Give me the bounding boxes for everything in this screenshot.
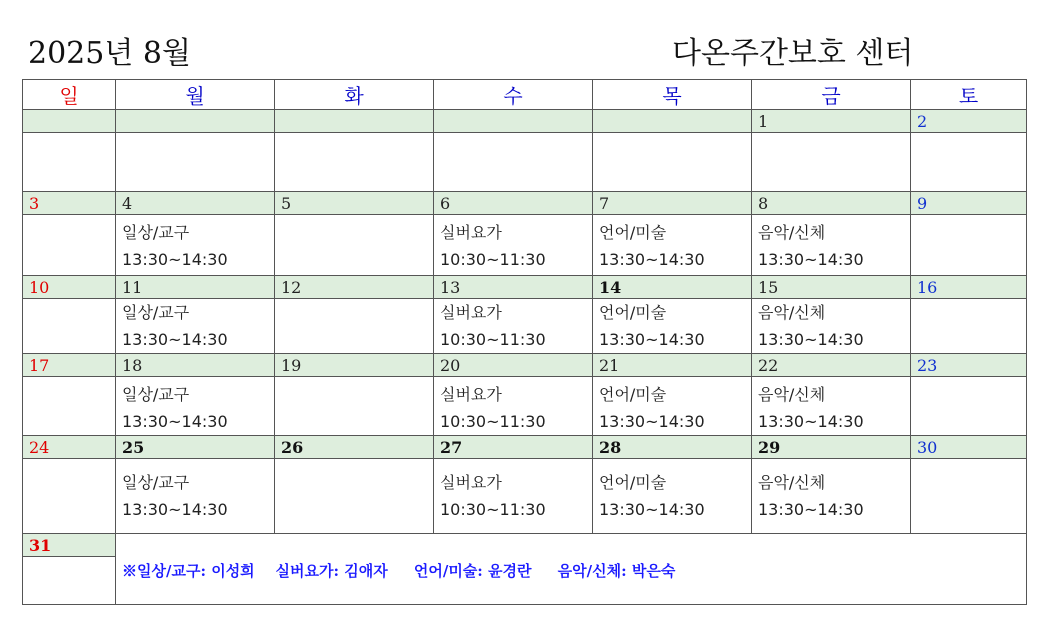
program-name: 음악/신체 <box>758 303 826 322</box>
program-name: 실버요가 <box>440 385 502 404</box>
date-cell: 11 <box>116 276 275 299</box>
date-cell: 16 <box>911 276 1027 299</box>
date-cell: 21 <box>593 354 752 377</box>
weekday-header-row <box>23 80 1027 110</box>
week-3-dates <box>23 276 1027 299</box>
date-cell: 4 <box>116 192 275 215</box>
program-time: 13:30~14:30 <box>758 500 864 519</box>
event-cell <box>434 459 593 534</box>
weekday-wed: 수 <box>434 80 593 110</box>
date-cell: 6 <box>434 192 593 215</box>
event-cell <box>434 215 593 276</box>
event-cell <box>116 459 275 534</box>
program-name: 언어/미술 <box>599 473 667 492</box>
date-cell: 1 <box>752 110 911 133</box>
weekday-fri: 금 <box>752 80 911 110</box>
page-title: 2025년 8월 <box>28 36 191 71</box>
program-name: 일상/교구 <box>122 473 190 492</box>
program-name: 실버요가 <box>440 303 502 322</box>
date-cell: 23 <box>911 354 1027 377</box>
date-cell: 9 <box>911 192 1027 215</box>
week-5-dates <box>23 436 1027 459</box>
date-cell: 10 <box>23 276 116 299</box>
date-cell: 17 <box>23 354 116 377</box>
date-cell: 29 <box>752 436 911 459</box>
program-name: 음악/신체 <box>758 385 826 404</box>
date-cell: 7 <box>593 192 752 215</box>
program-time: 13:30~14:30 <box>122 250 228 269</box>
date-cell: 25 <box>116 436 275 459</box>
date-cell: 30 <box>911 436 1027 459</box>
weekday-thu: 목 <box>593 80 752 110</box>
event-cell <box>434 299 593 354</box>
program-name: 음악/신체 <box>758 223 826 242</box>
program-time: 10:30~11:30 <box>440 500 546 519</box>
event-cell <box>434 377 593 436</box>
date-cell <box>275 110 434 133</box>
date-cell: 12 <box>275 276 434 299</box>
event-cell <box>752 377 911 436</box>
program-time: 13:30~14:30 <box>758 412 864 431</box>
date-cell: 20 <box>434 354 593 377</box>
footnote-cell <box>116 534 1027 605</box>
program-time: 13:30~14:30 <box>599 500 705 519</box>
calendar-table <box>22 79 1027 605</box>
date-cell <box>116 110 275 133</box>
event-cell <box>116 299 275 354</box>
program-name: 언어/미술 <box>599 303 667 322</box>
center-name: 다온주간보호 센터 <box>672 36 914 71</box>
program-name: 일상/교구 <box>122 385 190 404</box>
date-cell: 18 <box>116 354 275 377</box>
week-2-dates <box>23 192 1027 215</box>
weekday-sun: 일 <box>23 80 116 110</box>
date-cell: 13 <box>434 276 593 299</box>
program-time: 10:30~11:30 <box>440 250 546 269</box>
event-cell <box>116 377 275 436</box>
week-1-events <box>23 133 1027 192</box>
date-cell: 24 <box>23 436 116 459</box>
program-time: 13:30~14:30 <box>599 330 705 349</box>
event-cell <box>752 459 911 534</box>
date-cell <box>593 110 752 133</box>
program-name: 실버요가 <box>440 473 502 492</box>
event-cell <box>593 377 752 436</box>
date-cell: 2 <box>911 110 1027 133</box>
week-1-dates <box>23 110 1027 133</box>
event-cell <box>752 215 911 276</box>
program-name: 일상/교구 <box>122 223 190 242</box>
week-3-events <box>23 299 1027 354</box>
program-name: 언어/미술 <box>599 223 667 242</box>
week-5-events <box>23 459 1027 534</box>
date-cell: 19 <box>275 354 434 377</box>
date-cell: 31 <box>23 534 116 557</box>
weekday-tue: 화 <box>275 80 434 110</box>
event-cell <box>593 459 752 534</box>
program-name: 음악/신체 <box>758 473 826 492</box>
event-cell <box>593 299 752 354</box>
week-2-events <box>23 215 1027 276</box>
program-name: 일상/교구 <box>122 303 190 322</box>
date-cell: 14 <box>593 276 752 299</box>
date-cell: 3 <box>23 192 116 215</box>
weekday-mon: 월 <box>116 80 275 110</box>
program-name: 언어/미술 <box>599 385 667 404</box>
date-cell <box>434 110 593 133</box>
date-cell: 26 <box>275 436 434 459</box>
date-cell <box>23 110 116 133</box>
program-time: 13:30~14:30 <box>599 412 705 431</box>
program-time: 10:30~11:30 <box>440 412 546 431</box>
date-cell: 22 <box>752 354 911 377</box>
date-cell: 27 <box>434 436 593 459</box>
event-cell <box>116 215 275 276</box>
date-cell: 28 <box>593 436 752 459</box>
week-4-dates <box>23 354 1027 377</box>
program-name: 실버요가 <box>440 223 502 242</box>
program-time: 13:30~14:30 <box>758 330 864 349</box>
program-time: 13:30~14:30 <box>758 250 864 269</box>
event-cell <box>593 215 752 276</box>
weekday-sat: 토 <box>911 80 1027 110</box>
program-time: 10:30~11:30 <box>440 330 546 349</box>
date-cell: 5 <box>275 192 434 215</box>
program-time: 13:30~14:30 <box>122 412 228 431</box>
instructor-footnote: ※일상/교구: 이성희 실버요가: 김애자 언어/미술: 윤경란 음악/신체: 박은숙 <box>122 562 676 580</box>
date-cell: 8 <box>752 192 911 215</box>
event-cell <box>752 299 911 354</box>
program-time: 13:30~14:30 <box>599 250 705 269</box>
date-cell: 15 <box>752 276 911 299</box>
week-6-dates <box>23 534 1027 557</box>
program-time: 13:30~14:30 <box>122 500 228 519</box>
week-4-events <box>23 377 1027 436</box>
program-time: 13:30~14:30 <box>122 330 228 349</box>
